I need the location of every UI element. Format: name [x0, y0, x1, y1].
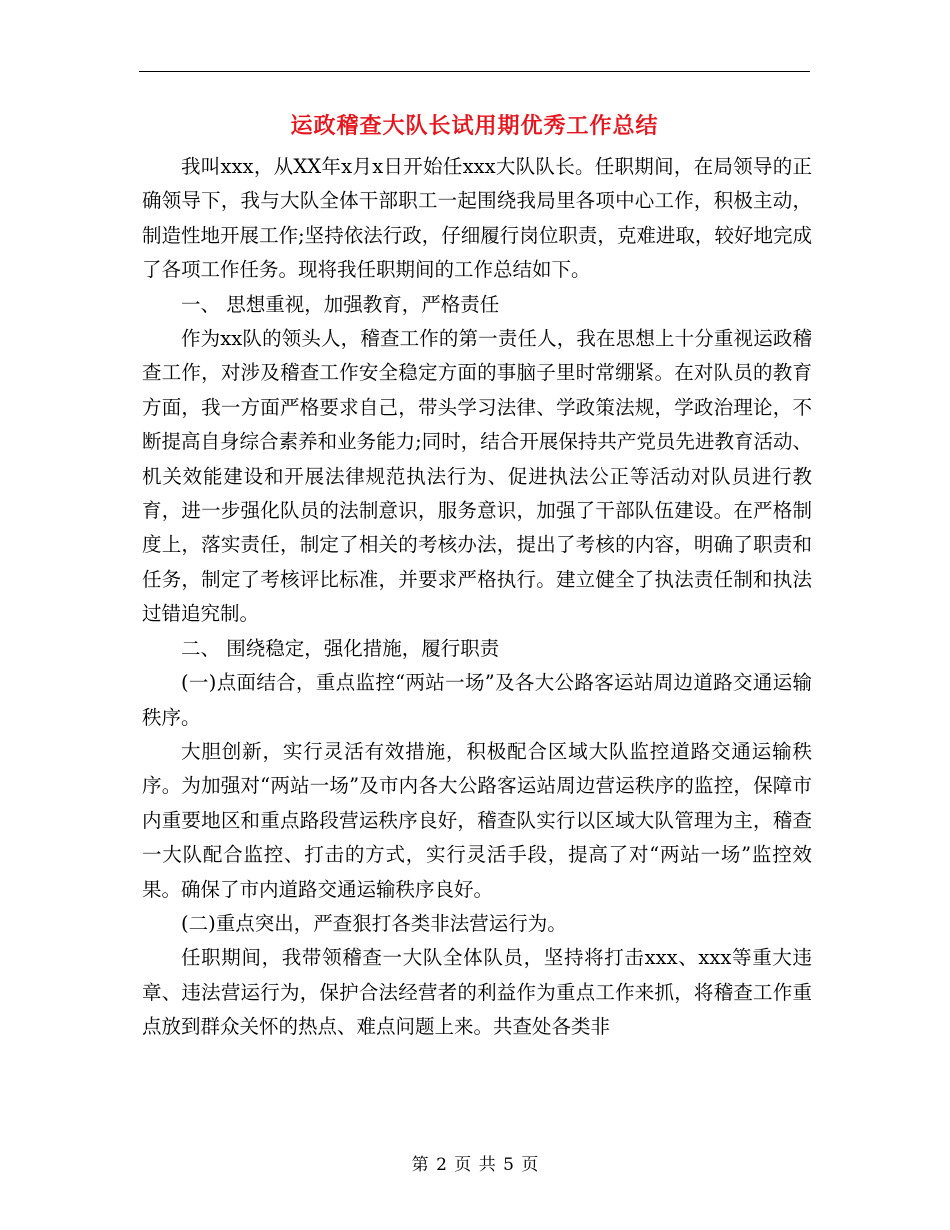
- paragraph-subsection-1: 大胆创新，实行灵活有效措施，积极配合区域大队监控道路交通运输秩序。为加强对“两站一场”及市内各大公路客运站周边营运秩序的监控，保障市内重要地区和重点路段营运秩序良好，稽查队实行以区域大队管理为主，稽查一大队配合监控、打击的方式，实行灵活手段，提高了对“两站一场”监控效果。确保了市内道路交通运输秩序良好。: [142, 739, 812, 901]
- section-heading-1: 一、 思想重视，加强教育，严格责任: [181, 292, 500, 316]
- subsection-heading-2: (二)重点突出，严查狠打各类非法营运行为。: [181, 911, 567, 935]
- subsection-heading-1: (一)点面结合，重点监控“两站一场”及各大公路客运站周边道路交通运输秩序。: [142, 671, 812, 729]
- paragraph-subsection-2: 任职期间，我带领稽查一大队全体队员，坚持将打击xxx、xxx等重大违章、违法营运行为，保护合法经营者的利益作为重点工作来抓，将稽查工作重点放到群众关怀的热点、难点问题上来。共查处各类非: [142, 946, 812, 1039]
- section-heading-2: 二、 围绕稳定，强化措施，履行职责: [181, 636, 500, 660]
- document-title: 运政稽查大队长试用期优秀工作总结: [290, 113, 659, 139]
- page-number: 第 2 页 共 5 页: [411, 1155, 539, 1175]
- header-rule: [139, 71, 810, 72]
- document-body: [142, 150, 812, 1045]
- paragraph-section-1: 作为xx队的领头人，稽查工作的第一责任人，我在思想上十分重视运政稽查工作，对涉及稽查工作安全稳定方面的事脑子里时常绷紧。在对队员的教育方面，我一方面严格要求自己，带头学习法律、学政策法规，学政治理论，不断提高自身综合素养和业务能力;同时，结合开展保持共产党员先进教育活动、机关效能建设和开展法律规范执法行为、促进执法公正等活动对队员进行教育，进一步强化队员的法制意识，服务意识，加强了干部队伍建设。在严格制度上，落实责任，制定了相关的考核办法，提出了考核的内容，明确了职责和任务，制定了考核评比标准，并要求严格执行。建立健全了执法责任制和执法过错追究制。: [142, 327, 812, 626]
- paragraph-intro: 我叫xxx，从XX年x月x日开始任xxx大队队长。任职期间，在局领导的正确领导下，我与大队全体干部职工一起围绕我局里各项中心工作，积极主动，制造性地开展工作;坚持依法行政，仔细履行岗位职责，克难进取，较好地完成了各项工作任务。现将我任职期间的工作总结如下。: [142, 155, 812, 282]
